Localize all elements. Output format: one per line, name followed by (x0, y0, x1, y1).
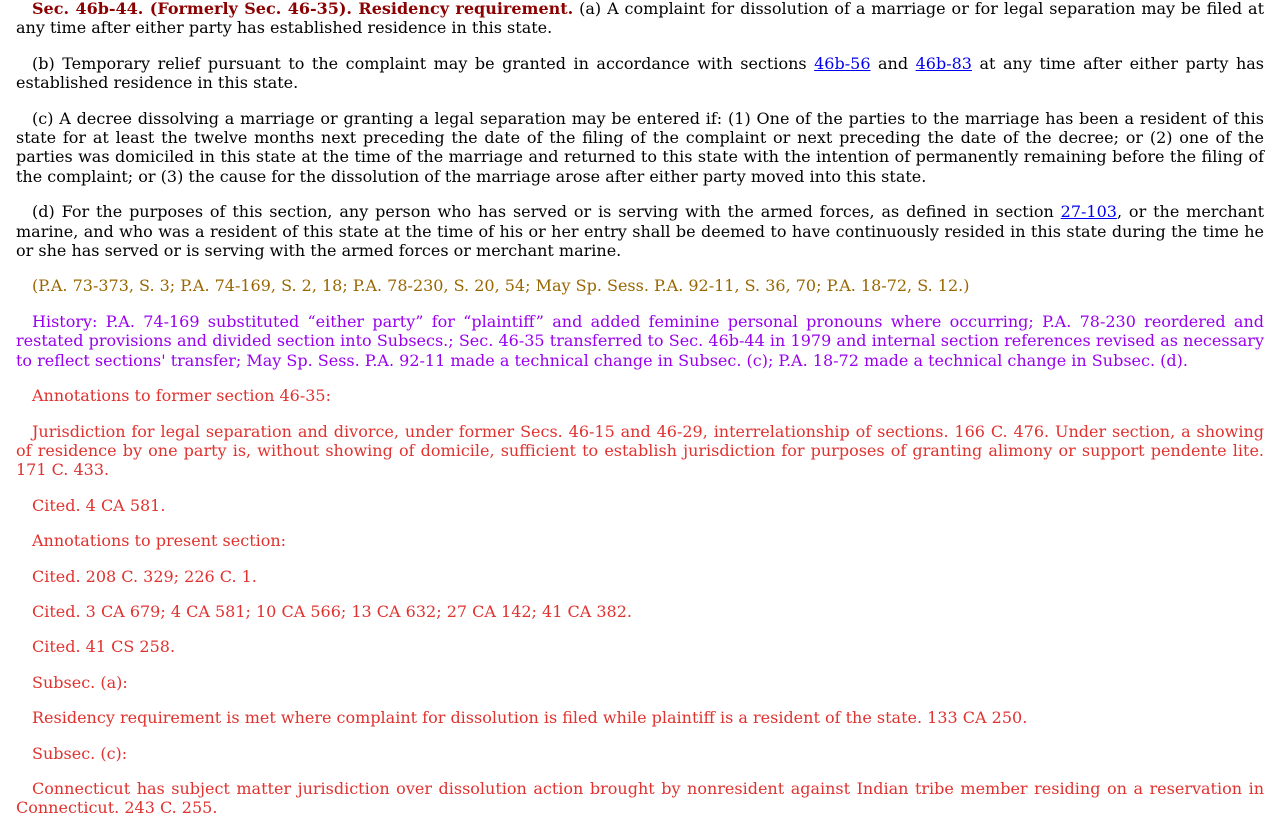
link-46b-56[interactable]: 46b-56 (814, 53, 871, 73)
subsection-b (16, 54, 1264, 93)
history-note: History: P.A. 74-169 substituted “either party” for “plaintiff” and added feminine personal pronouns where occurring; P.A. 78-230 reordered and restated provisions and divided section into Subsecs.; Sec. 46-35 transferred to Sec. 46b-44 in 1979 and internal section references revised as necessary to reflect sections' transfer; May Sp. Sess. P.A. 92-11 made a technical change in Subsec. (c); P.A. 18-72 made a technical change in Subsec. (d). (16, 311, 1264, 370)
subsection-d-text-end: , or the merchant marine, and who was a resident of this state at the time of his or her entry shall be deemed to have continuously resided in this state during the time he or she has served or is serving with the armed forces or merchant marine. (16, 202, 1264, 261)
subsection-b-conjunction: and (870, 53, 916, 73)
annotation-heading-present: Annotations to present section: (32, 531, 287, 551)
section-catchline: Sec. 46b-44. (Formerly Sec. 46-35). Residency requirement. (32, 0, 574, 18)
annotation-subsec-heading: Subsec. (c): (32, 743, 128, 763)
subsection-c: (c) A decree dissolving a marriage or granting a legal separation may be entered if: (1) One of the parties to the marriage has been a resident of this state for at least the twelve months next preceding the date of the filing of the complaint or next preceding the date of the decree; or (2) one of the parties was domiciled in this state at the time of the marriage and returned to this state with the intention of permanently remaining before the filing of the complaint; or (3) the cause for the dissolution of the marriage arose after either party moved into this state. (16, 108, 1264, 186)
source-citation: (P.A. 73-373, S. 3; P.A. 74-169, S. 2, 18; P.A. 78-230, S. 20, 54; May Sp. Sess. P.A. 92-11, S. 36, 70; P.A. 18-72, S. 12.) (32, 276, 970, 296)
subsection-b-text-end: at any time after either party has established residence in this state. (16, 53, 1265, 93)
annotation-item: Cited. 4 CA 581. (32, 495, 166, 515)
annotation-item: Connecticut has subject matter jurisdiction over dissolution action brought by nonresident against Indian tribe member residing on a reservation in Connecticut. 243 C. 255. (16, 778, 1264, 818)
annotation-item: Cited. 3 CA 679; 4 CA 581; 10 CA 566; 13 CA 632; 27 CA 142; 41 CA 382. (32, 601, 632, 621)
annotation-item: Cited. 41 CS 258. (32, 637, 176, 657)
annotation-item: Residency requirement is met where complaint for dissolution is filed while plaintiff is a resident of the state. 133 CA 250. (32, 708, 1028, 728)
annotation-item: Cited. 208 C. 329; 226 C. 1. (32, 566, 257, 586)
annotation-subsec-heading: Subsec. (a): (32, 672, 128, 692)
subsection-b-text: (b) Temporary relief pursuant to the complaint may be granted in accordance with sections (32, 53, 815, 73)
subsection-d (16, 202, 1264, 260)
annotation-heading-former: Annotations to former section 46-35: (32, 386, 331, 406)
link-27-103[interactable]: 27-103 (1060, 202, 1117, 222)
subsection-d-text: (d) For the purposes of this section, any person who has served or is serving with the armed forces, as defined in section (32, 202, 1061, 222)
subsection-a (16, 0, 1264, 38)
subsection-a-text: (a) A complaint for dissolution of a marriage or for legal separation may be filed at any time after either party has established residence in this state. (16, 0, 1264, 38)
link-46b-83[interactable]: 46b-83 (915, 53, 972, 73)
annotation-item: Jurisdiction for legal separation and divorce, under former Secs. 46-15 and 46-29, interrelationship of sections. 166 C. 476. Under section, a showing of residence by one party is, without showing of domicile, sufficient to establish jurisdiction for purposes of granting alimony or support pendente lite. 171 C. 433. (16, 421, 1264, 480)
